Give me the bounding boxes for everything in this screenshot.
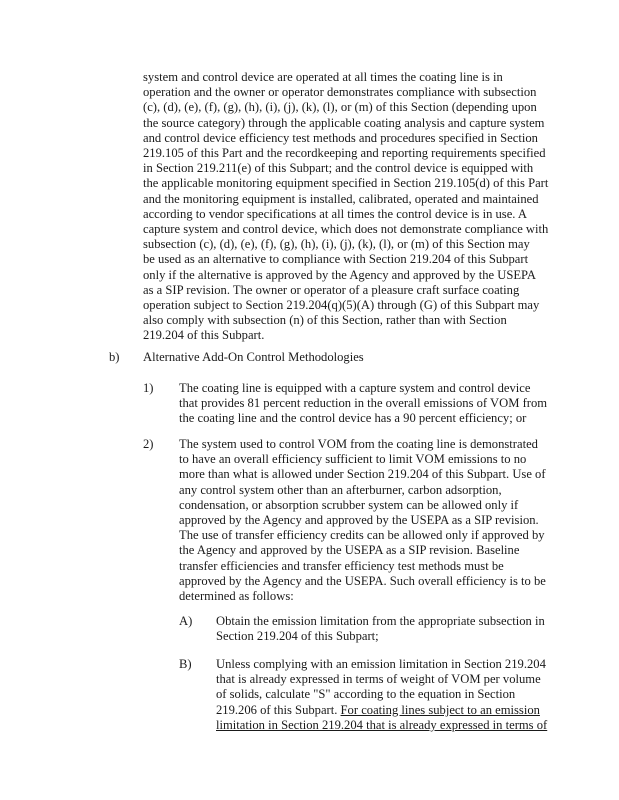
section-b-heading: Alternative Add-On Control Methodologies (143, 350, 364, 364)
text-line: to have an overall efficiency sufficient to limit VOM emissions to no (179, 452, 527, 467)
text-line: condensation, or absorption scrubber system can be allowed only if (179, 497, 519, 512)
section-b-label: b) (109, 350, 120, 364)
text-line: operation subject to Section 219.204(q)(5)(A) through (G) of this Subpart may (143, 298, 540, 313)
item-2-paragraph (179, 437, 549, 604)
text-line: (c), (d), (e), (f), (g), (h), (i), (j), (k), (l), or (m) of this Section (depending upon (143, 100, 537, 115)
item-1-paragraph (179, 381, 549, 427)
text-line: subsection (c), (d), (e), (f), (g), (h), (i), (j), (k), (l), or (m) of this Section may (143, 237, 530, 252)
text-line (216, 703, 556, 718)
text-line: and the monitoring equipment is installed, calibrated, operated and maintained (143, 191, 539, 206)
text-line: the applicable monitoring equipment specified in Section 219.105(d) of this Part (143, 176, 549, 191)
text-line: as a SIP revision. The owner or operator of a pleasure craft surface coating (143, 282, 520, 297)
text-line: that is already expressed in terms of weight of VOM per volume (216, 672, 541, 687)
sub-b-label: B) (179, 657, 192, 671)
text-line: in Section 219.211(e) of this Subpart; and the control device is equipped with (143, 161, 534, 176)
text-line: The system used to control VOM from the coating line is demonstrated (179, 437, 538, 451)
text-line: The use of transfer efficiency credits can be allowed only if approved by (179, 528, 545, 543)
text-line: and control device efficiency test methods and procedures specified in Section (143, 130, 538, 145)
text-line: more than what is allowed under Section 219.204 of this Subpart. Use of (179, 467, 546, 482)
item-1-label: 1) (143, 381, 154, 395)
text-line: be used as an alternative to compliance with Section 219.204 of this Subpart (143, 252, 529, 267)
sub-b-paragraph (216, 657, 556, 733)
text-line: operation and the owner or operator demonstrates compliance with subsection (143, 85, 537, 100)
text-line: the source category) through the applicable coating analysis and capture system (143, 115, 545, 130)
text-line: Section 219.204 of this Subpart; (216, 629, 379, 644)
text-line: capture system and control device, which does not demonstrate compliance with (143, 222, 549, 237)
text-line: 219.105 of this Part and the recordkeeping and reporting requirements specified (143, 146, 546, 161)
text-line: system and control device are operated at all times the coating line is in (143, 70, 503, 84)
text-line: Obtain the emission limitation from the appropriate subsection in (216, 614, 545, 628)
text-line: approved by the Agency and the USEPA. Such overall efficiency is to be (179, 573, 546, 588)
text-line: any control system other than an afterburner, carbon adsorption, (179, 482, 502, 497)
text-line: also comply with subsection (n) of this Section, rather than with Section (143, 313, 507, 328)
inserted-text-line: limitation in Section 219.204 that is already expressed in terms of (216, 717, 548, 732)
text-line: only if the alternative is approved by the Agency and approved by the USEPA (143, 267, 537, 282)
sub-a-label: A) (179, 614, 193, 628)
text-line: the Agency and approved by the USEPA as a SIP revision. Baseline (179, 543, 520, 558)
item-2-label: 2) (143, 437, 154, 451)
text-line: transfer efficiencies and transfer efficiency test methods must be (179, 558, 504, 573)
text-line: 219.204 of this Subpart. (143, 328, 265, 343)
sub-a-paragraph (216, 614, 556, 644)
inserted-text: For coating lines subject to an emission (340, 702, 540, 717)
text-line: of solids, calculate "S" according to the equation in Section (216, 687, 516, 702)
text-line: Unless complying with an emission limitation in Section 219.204 (216, 657, 546, 671)
text-line: the coating line and the control device has a 90 percent efficiency; or (179, 411, 527, 426)
intro-paragraph (143, 70, 549, 344)
text-line: approved by the Agency and approved by the USEPA as a SIP revision. (179, 513, 539, 528)
text-line: The coating line is equipped with a capture system and control device (179, 381, 531, 395)
text-line: according to vendor specifications at all times the control device is in use. A (143, 206, 527, 221)
text-line: that provides 81 percent reduction in the overall emissions of VOM from (179, 396, 548, 411)
text-line: determined as follows: (179, 589, 294, 604)
text-plain: 219.206 of this Subpart. (216, 702, 341, 717)
